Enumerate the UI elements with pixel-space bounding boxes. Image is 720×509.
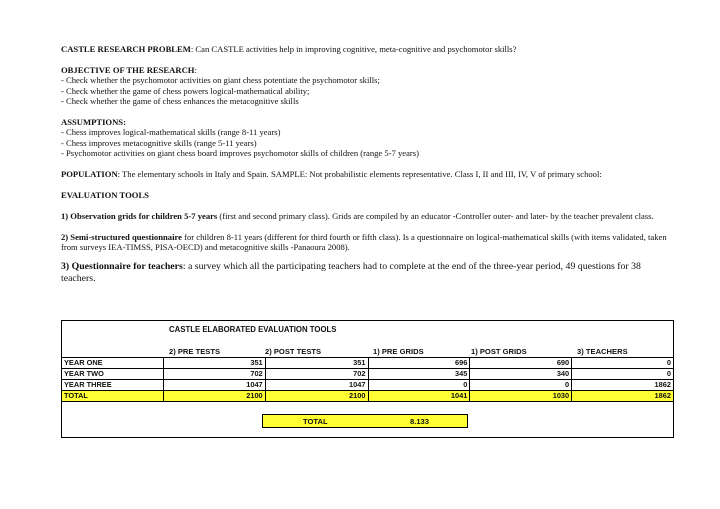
population — [61, 169, 673, 179]
grand-total-label: TOTAL — [303, 417, 328, 426]
row-label: YEAR TWO — [62, 369, 164, 380]
grand-total-value: 8.133 — [410, 417, 430, 426]
table-cell: 351 — [265, 358, 368, 369]
table-cell: 1030 — [470, 391, 572, 402]
tool3-label: 3) Questionnaire for teachers — [61, 260, 183, 272]
research-problem-text: : Can CASTLE activities help in improving cognitive, meta-cognitive and psychomotor skills? — [190, 44, 517, 54]
population-text: : The elementary schools in Italy and Spain. SAMPLE: Not probabilistic elements representative. Class I, II and III, IV, V of primary school: — [117, 169, 602, 180]
assumption-item: - Psychomotor activities on giant chess board improves psychomotor skills of children (range 5-7 years) — [61, 148, 419, 159]
table-cell: 0 — [368, 380, 470, 391]
evaluation-tools-table — [61, 320, 674, 438]
table-title: CASTLE ELABORATED EVALUATION TOOLS — [169, 325, 337, 334]
column-header: 1) PRE GRIDS — [373, 347, 424, 356]
table-cell: 696 — [368, 358, 470, 369]
objective-item: - Check whether the game of chess powers logical-mathematical ability; — [61, 85, 310, 96]
tool3-text: : a survey which all the participating teachers had to complete at the end of the three-year period, 49 questions for 38 teachers. — [61, 260, 641, 285]
evaluation-tools-label: EVALUATION TOOLS — [61, 190, 149, 201]
column-header: 2) POST TESTS — [265, 347, 322, 356]
table-cell: 702 — [265, 369, 368, 380]
row-label: TOTAL — [62, 391, 164, 402]
row-label: YEAR ONE — [62, 358, 164, 369]
tool1-label: 1) Observation grids for children 5-7 years — [61, 210, 218, 221]
objective-label: OBJECTIVE OF THE RESEARCH — [61, 64, 195, 75]
table-cell: 0 — [470, 380, 572, 391]
table-row — [62, 380, 674, 391]
grand-total-box — [262, 414, 468, 428]
table-cell: 0 — [572, 369, 674, 380]
tool1-text: (first and second primary class). Grids are compiled by an educator -Controller outer- and later- by the teacher prevalent class. — [217, 210, 654, 221]
assumptions-label: ASSUMPTIONS: — [61, 117, 126, 128]
table-cell: 345 — [368, 369, 470, 380]
table-row — [62, 369, 674, 380]
table-cell: 340 — [470, 369, 572, 380]
table-cell: 0 — [572, 358, 674, 369]
tool-teachers — [61, 261, 673, 286]
tool-observation-grids — [61, 211, 673, 221]
column-header: 3) TEACHERS — [577, 347, 628, 356]
table-cell: 1862 — [572, 380, 674, 391]
table-cell: 2100 — [163, 391, 265, 402]
document-body — [61, 44, 673, 286]
assumption-item: - Chess improves metacognitive skills (range 5-11 years) — [61, 137, 257, 148]
table-cell: 1041 — [368, 391, 470, 402]
data-grid — [61, 357, 674, 402]
table-cell: 1862 — [572, 391, 674, 402]
tool2-label: 2) Semi-structured questionnaire — [61, 231, 182, 242]
tool2-text: for children 8-11 years (different for third fourth or fifth class). Is a questionnaire on logical-mathematical skills (with items validated, taken from surveys IEA-TIMSS, PISA-OECD) and metacognitive skills -Panaoura 2008). — [61, 231, 667, 253]
table-row — [62, 358, 674, 369]
research-problem-label: CASTLE RESEARCH PROBLEM — [61, 44, 191, 54]
assumption-item: - Chess improves logical-mathematical skills (range 8-11 years) — [61, 127, 281, 138]
column-header: 2) PRE TESTS — [169, 347, 221, 356]
tool-questionnaire — [61, 232, 673, 253]
population-label: POPULATION — [61, 169, 118, 180]
objective-item: - Check whether the game of chess enhances the metacognitive skills — [61, 96, 299, 107]
research-problem — [61, 44, 673, 54]
row-label: YEAR THREE — [62, 380, 164, 391]
objective-heading — [61, 65, 673, 75]
objective-item: - Check whether the psychomotor activities on giant chess potentiate the psychomotor skills; — [61, 75, 380, 86]
table-cell: 690 — [470, 358, 572, 369]
table-cell: 351 — [163, 358, 265, 369]
table-cell: 1047 — [163, 380, 265, 391]
table-cell: 2100 — [265, 391, 368, 402]
objective-colon: : — [194, 64, 197, 75]
table-cell: 1047 — [265, 380, 368, 391]
column-header: 1) POST GRIDS — [471, 347, 527, 356]
total-row — [62, 391, 674, 402]
table-cell: 702 — [163, 369, 265, 380]
